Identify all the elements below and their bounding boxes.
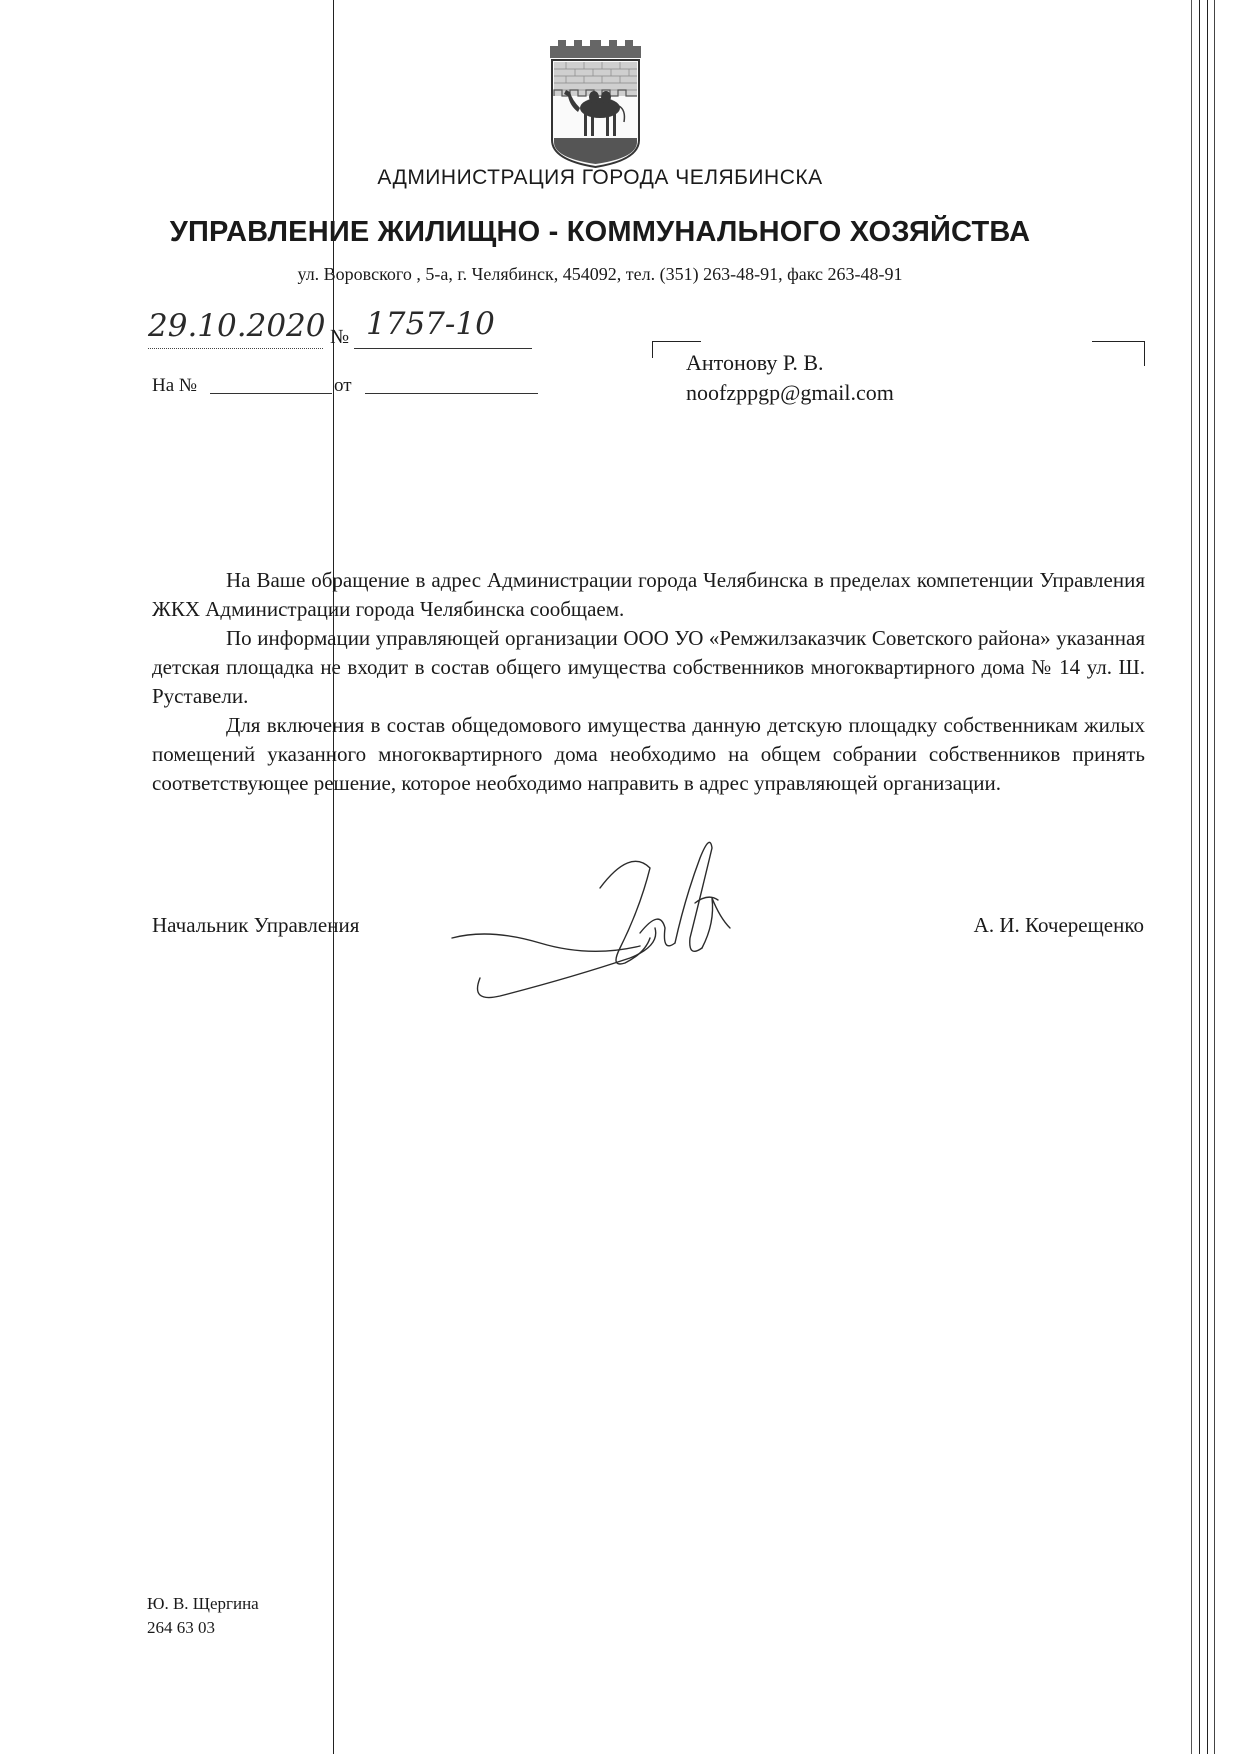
chelyabinsk-coat-of-arms-icon — [548, 40, 643, 168]
reference-date-blank — [365, 393, 538, 394]
executor-name: Ю. В. Щергина — [147, 1594, 259, 1613]
body-paragraph: Для включения в состав общедомового имущества данную детскую площадку собственникам жилых помещений указанного многоквартирного дома необходимо на общем собрании собственников принять соответствующее решение, которое необходимо направить в адрес управляющей организации. — [152, 713, 1145, 795]
department-title: УПРАВЛЕНИЕ ЖИЛИЩНО - КОММУНАЛЬНОГО ХОЗЯЙСТВА — [169, 216, 1031, 248]
body-paragraph: По информации управляющей организации ООО УО «Ремжилзаказчик Советского района» указанная детская площадка не входит в состав общего имущества собственников многоквартирного дома № 14 ул. Ш. Руставели. — [152, 626, 1145, 708]
registration-number: 1757-10 — [366, 306, 495, 342]
registration-number-underline — [354, 348, 532, 349]
reference-number-blank — [210, 393, 332, 394]
recipient-name: Антонову Р. В. — [686, 350, 824, 375]
reference-number-label: На № — [152, 375, 198, 396]
signer-position: Начальник Управления — [152, 913, 360, 937]
reference-date-label: от — [334, 375, 352, 396]
registration-date-underline — [148, 348, 323, 349]
handwritten-signature-icon — [450, 828, 760, 1038]
recipient-email: noofzppgp@gmail.com — [686, 380, 894, 405]
letter-body — [152, 566, 1145, 798]
scan-line — [1214, 0, 1215, 1754]
registration-number-label: № — [330, 326, 350, 348]
scan-line — [1207, 0, 1208, 1754]
body-paragraph: На Ваше обращение в адрес Администрации города Челябинска в пределах компетенции Управления ЖКХ Администрации города Челябинска сообщаем. — [152, 568, 1145, 621]
department-address: ул. Воровского , 5-а, г. Челябинск, 454092, тел. (351) 263-48-91, факс 263-48-91 — [297, 264, 903, 284]
executor-info — [147, 1592, 259, 1640]
executor-phone: 264 63 03 — [147, 1618, 215, 1637]
registration-date: 29.10.2020 — [148, 308, 326, 344]
signer-name: А. И. Кочерещенко — [973, 913, 1144, 937]
recipient-bracket-right — [1092, 341, 1145, 366]
administration-title: АДМИНИСТРАЦИЯ ГОРОДА ЧЕЛЯБИНСКА — [377, 166, 823, 189]
